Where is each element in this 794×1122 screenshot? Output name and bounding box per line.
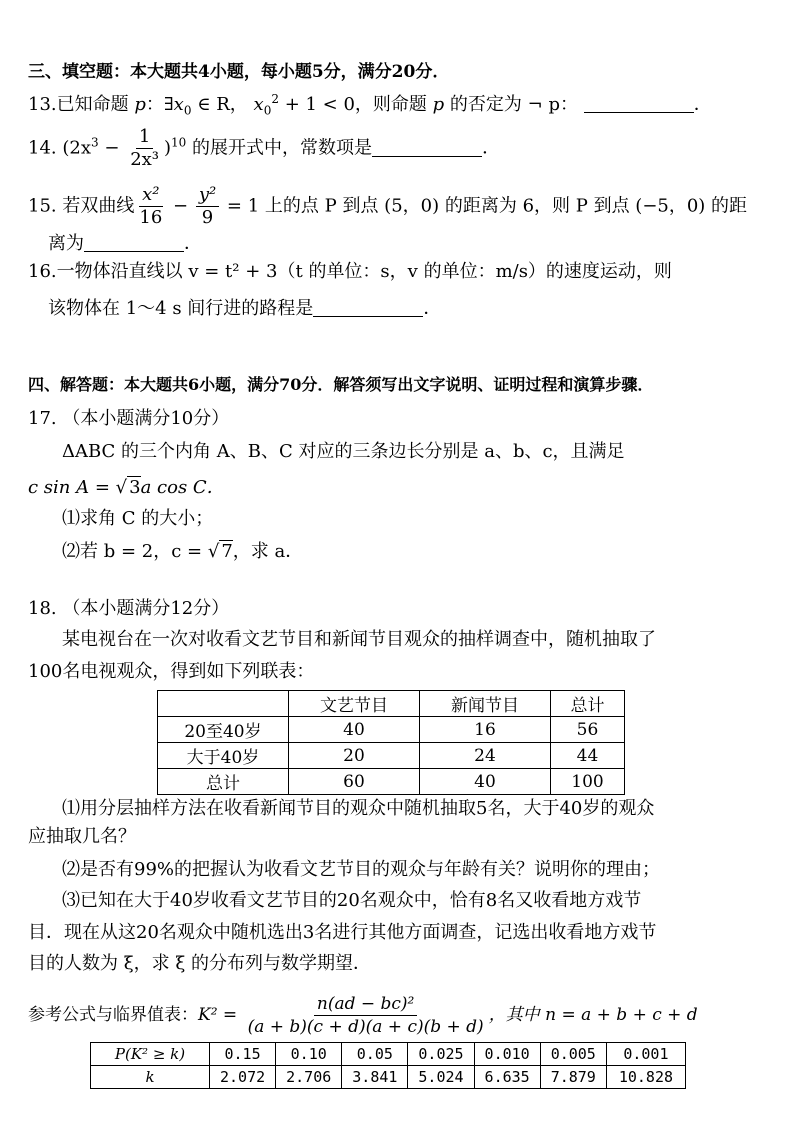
fraction-14: $\frac{1}{\text{2x³}}$ [130,126,160,170]
question-14: 14. ($2x^3$ − $\frac{1}{\text{2x³}}$ )$^{10}$ 的展开式中，常数项是 ． [28,126,501,170]
reference-formula: 参考公式与临界值表：K² = $\frac{\text{n(ad − bc)²}}{(a + b)(c + d)(a + c)(b + d)}$ ，其中 n = a + b + c + d [28,994,698,1037]
question-15-line2: 离为 ． [48,233,202,254]
answer-blank-13 [584,94,694,113]
question-18-part3b: 目．现在从这20名观众中随机选出3名进行其他方面调查，记选出收看地方戏节 [28,922,657,943]
question-18-part1b: 应抽取几名？ [28,826,136,847]
table-row: k 2.072 2.706 3.841 5.024 6.635 7.879 10.828 [91,1066,686,1089]
question-16: 16.一物体沿直线以 v = t² + 3（t 的单位：s，v 的单位：m/s）的速度运动，则 [28,261,672,282]
question-17-head: 17. （本小题满分10分） [28,408,230,429]
section-4-title: 四、解答题：本大题共6小题，满分70分．解答须写出文字说明、证明过程和演算步骤． [28,375,654,394]
question-17-part1: ⑴求角 C 的大小； [62,508,214,529]
critical-value-table [90,1042,686,1089]
answer-blank-15 [84,233,184,252]
table-row: 20至40岁 40 16 56 [158,717,625,743]
question-18-part1a: ⑴用分层抽样方法在收看新闻节目的观众中随机抽取5名，大于40岁的观众 [62,798,655,819]
question-17-part2: ⑵若 b = 2，c = √ 7，求 a． [62,541,304,562]
table-row: 大于40岁 20 24 44 [158,743,625,769]
table-row: 文艺节目 新闻节目 总计 [158,691,625,717]
question-18-head: 18. （本小题满分12分） [28,598,230,619]
question-13: 13.已知命题 p：$\exists x_0$ ∈ R， $x_0^2 + 1 < 0$，则命题 p 的否定为 ¬ p： ． [28,92,712,118]
question-15: 15. 若双曲线 $\frac{\text{x²}}{16}$ − $\frac{\text{y²}}{9}$ = 1 上的点 P 到点 (5，0) 的距离为 6，则 P 到点 (−5，0) 的距 [28,184,748,228]
question-17-line1: ΔABC 的三个内角 A、B、C 对应的三条边长分别是 a、b、c，且满足 [62,441,625,462]
answer-blank-16 [313,298,423,317]
table-row: P(K² ≥ k) 0.15 0.10 0.05 0.025 0.010 0.005 0.001 [91,1043,686,1066]
question-18-part2: ⑵是否有99%的把握认为收看文艺节目的观众与年龄有关？说明你的理由； [62,859,661,880]
contingency-table [157,690,625,795]
section-3-title: 三、填空题：本大题共4小题，每小题5分，满分20分． [28,62,450,82]
table-row: 总计 60 40 100 [158,769,625,795]
question-18-part3a: ⑶已知在大于40岁收看文艺节目的20名观众中，恰有8名又收看地方戏节 [62,890,642,911]
question-18-line2: 100名电视观众，得到如下列联表： [28,661,315,682]
question-18-part3c: 目的人数为 ξ，求 ξ 的分布列与数学期望． [28,953,371,974]
question-18-line1: 某电视台在一次对收看文艺节目和新闻节目观众的抽样调查中，随机抽取了 [62,629,656,650]
answer-blank-14 [372,138,482,157]
question-17-line2: c sin A = √ 3a cos C． [28,477,225,498]
question-16-line2: 该物体在 1～4 s 间行进的路程是 ． [48,298,442,319]
